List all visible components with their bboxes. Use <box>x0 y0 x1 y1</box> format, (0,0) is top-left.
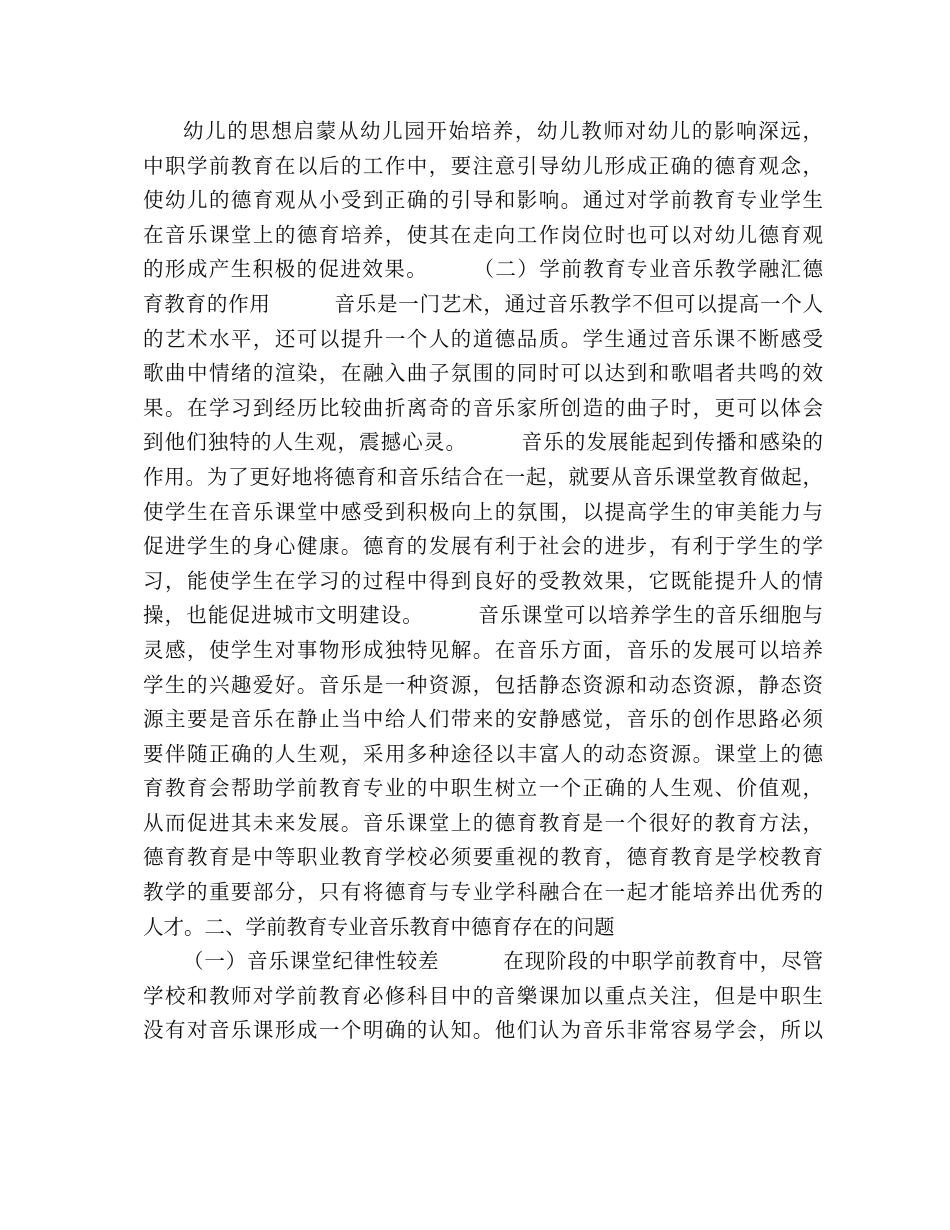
text-line: 学生的兴趣爱好。音乐是一种资源，包括静态资源和动态资源，静态资 <box>143 672 823 697</box>
text-line: 的艺术水平，还可以提升一个人的道德品质。学生通过音乐课不断感受 <box>143 326 823 351</box>
text-line: 果。在学习到经历比较曲折离奇的音乐家所创造的曲子时，更可以体会 <box>143 395 823 420</box>
text-line: 灵感，使学生对事物形成独特见解。在音乐方面，音乐的发展可以培养 <box>143 637 823 662</box>
text-line: 促进学生的身心健康。德育的发展有利于社会的进步，有利于学生的学 <box>143 534 823 559</box>
body-text <box>143 114 823 1048</box>
text-line: 学校和教师对学前教育必修科目中的音樂课加以重点关注，但是中职生 <box>143 983 823 1008</box>
text-line: 习，能使学生在学习的过程中得到良好的受教效果，它既能提升人的情 <box>143 568 823 593</box>
text-line: 育教育的作用 音乐是一门艺术，通过音乐教学不但可以提高一个人 <box>143 291 823 316</box>
text-line: 的形成产生积极的促进效果。 （二）学前教育专业音乐教学融汇德 <box>143 257 823 282</box>
text-line: 操，也能促进城市文明建设。 音乐课堂可以培养学生的音乐细胞与 <box>143 603 823 628</box>
text-line: 要伴随正确的人生观，采用多种途径以丰富人的动态资源。课堂上的德 <box>143 741 823 766</box>
text-line: 幼儿的思想启蒙从幼儿园开始培养，幼儿教师对幼儿的影响深远， <box>183 119 823 143</box>
text-line: 人才。二、学前教育专业音乐教育中德育存在的问题 <box>143 914 615 939</box>
text-line: 在音乐课堂上的德育培养，使其在走向工作岗位时也可以对幼儿德育观 <box>143 222 823 247</box>
text-line: 源主要是音乐在静止当中给人们带来的安静感觉，音乐的创作思路必须 <box>143 707 823 732</box>
text-line: 中职学前教育在以后的工作中，要注意引导幼儿形成正确的德育观念， <box>143 153 823 178</box>
text-line: 没有对音乐课形成一个明确的认知。他们认为音乐非常容易学会，所以 <box>143 1018 823 1043</box>
text-line: 作用。为了更好地将德育和音乐结合在一起，就要从音乐课堂教育做起， <box>143 464 823 489</box>
text-line: 教学的重要部分，只有将德育与专业学科融合在一起才能培养出优秀的 <box>143 880 823 905</box>
text-line: （一）音乐课堂纪律性较差 在现阶段的中职学前教育中，尽管 <box>183 949 823 974</box>
text-line: 使学生在音乐课堂中感受到积极向上的氛围，以提高学生的审美能力与 <box>143 499 823 524</box>
text-line: 从而促进其未来发展。音乐课堂上的德育教育是一个很好的教育方法， <box>143 810 823 835</box>
text-line: 使幼儿的德育观从小受到正确的引导和影响。通过对学前教育专业学生 <box>143 188 823 213</box>
text-line: 德育教育是中等职业教育学校必须要重视的教育，德育教育是学校教育 <box>143 845 823 870</box>
text-line: 育教育会帮助学前教育专业的中职生树立一个正确的人生观、价值观， <box>143 776 823 801</box>
text-line: 到他们独特的人生观，震撼心灵。 音乐的发展能起到传播和感染的 <box>143 430 823 455</box>
text-line: 歌曲中情绪的渲染，在融入曲子氛围的同时可以达到和歌唱者共鸣的效 <box>143 361 823 386</box>
